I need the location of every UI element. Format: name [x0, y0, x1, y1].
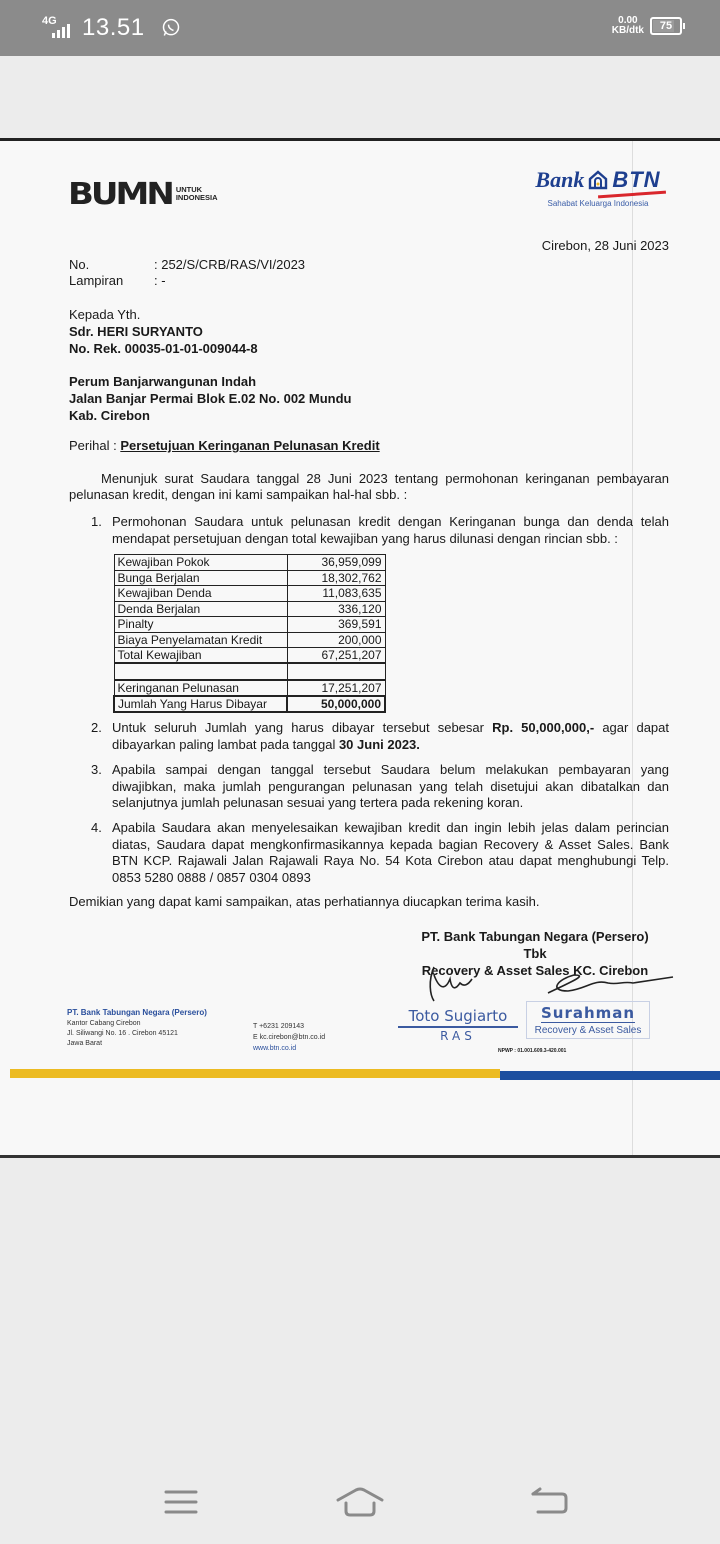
closing-paragraph: Demikian yang dapat kami sampaikan, atas perhatiannya diucapkan terima kasih.: [69, 894, 540, 909]
clock: 13.51: [82, 14, 145, 41]
network-type: 4G: [42, 15, 57, 27]
table-row: Keringanan Pelunasan 17,251,207: [114, 680, 385, 696]
bumn-logo: BUMN UNTUK INDONESIA: [68, 176, 218, 212]
table-row-total: Total Kewajiban 67,251,207: [114, 648, 385, 664]
footer-stripe-blue: [500, 1071, 720, 1080]
recipient-name: Sdr. HERI SURYANTO: [69, 324, 203, 339]
back-button[interactable]: [525, 1480, 575, 1524]
battery-percent: 75: [659, 20, 673, 32]
data-speed: 0.00 KB/dtk: [611, 15, 644, 36]
whatsapp-icon: [161, 18, 181, 38]
letter-number: : 252/S/CRB/RAS/VI/2023: [154, 257, 306, 272]
table-row: Biaya Penyelamatan Kredit 200,000: [114, 632, 385, 648]
menu-icon: [164, 1488, 198, 1516]
home-icon: [335, 1485, 385, 1519]
recipient-address: Perum Banjarwangunan Indah Jalan Banjar Permai Blok E.02 No. 002 Mundu Kab. Cirebon: [69, 374, 352, 423]
house-icon: [588, 170, 608, 190]
table-row-blank: [114, 663, 385, 680]
table-row: Denda Berjalan 336,120: [114, 601, 385, 617]
list-item: 3. Apabila sampai dengan tanggal tersebut Saudara belum melakukan pembayaran yang diwajibkan, maka jumlah pengurangan pelunasan yang telah disetujui akan dibatalkan dan selanjutnya jumlah pelunasan sesuai yang tertera pada rekening koran.: [91, 762, 669, 810]
breakdown-table: [113, 554, 386, 713]
bank-btn-logo: Bank BTN Sahabat Keluarga Indonesia: [528, 167, 668, 208]
back-icon: [530, 1486, 570, 1518]
table-row: Kewajiban Pokok 36,959,099: [114, 555, 385, 571]
list-item: 4. Apabila Saudara akan menyelesaikan kewajiban kredit dan ingin lebih jelas dalam perincian diatas, Saudara dapat mengkonfirmasikannya kepada bagian Recovery & Asset Sales. Bank BTN KCP. Rajawali Jalan Rajawali Raya No. 54 Kota Cirebon atau dapat menghubungi Telp. 0853 5280 0888 / 0857 0304 0893: [91, 820, 669, 885]
home-button[interactable]: [335, 1480, 385, 1524]
recent-apps-button[interactable]: [156, 1480, 206, 1524]
table-row: Kewajiban Denda 11,083,635: [114, 586, 385, 602]
footer-stripe-yellow: [10, 1069, 500, 1078]
table-row: Bunga Berjalan 18,302,762: [114, 570, 385, 586]
footer-contact: T +6231 209143 E kc.cirebon@btn.co.id www.btn.co.id: [253, 1023, 326, 1052]
status-bar: [0, 0, 720, 56]
navigation-bar: [0, 1460, 720, 1544]
list-item: 1. Permohonan Saudara untuk pelunasan kredit dengan Keringanan bunga dan denda telah mendapat persetujuan dengan total kewajiban yang harus dilunasi dengan rincian sbb. :: [91, 514, 669, 546]
attachment: : -: [154, 273, 166, 288]
footer-company: PT. Bank Tabungan Negara (Persero) Kantor Cabang Cirebon Jl. Siliwangi No. 16 . Cirebon 45121 Jawa Barat: [67, 1008, 207, 1047]
npwp: NPWP : 01.001.609.3-420.001: [498, 1048, 567, 1054]
signatory-block: PT. Bank Tabungan Negara (Persero) Tbk Recovery & Asset Sales KC. Cirebon: [421, 929, 649, 978]
battery-icon: [650, 17, 682, 35]
subject: Persetujuan Keringanan Pelunasan Kredit: [120, 438, 380, 453]
letter-document: [0, 138, 720, 1158]
letter-meta: No. : 252/S/CRB/RAS/VI/2023 Lampiran : -: [69, 257, 306, 288]
payment-amount: Rp. 50,000,000,-: [492, 720, 595, 735]
stamp-signer-1: Toto Sugiarto RAS: [398, 1007, 518, 1043]
payment-deadline: 30 Juni 2023.: [338, 736, 420, 752]
stamp-signer-2: Surahman Recovery & Asset Sales: [526, 1001, 650, 1039]
signal-icon: [40, 15, 74, 41]
account-number: No. Rek. 00035-01-01-009044-8: [69, 341, 258, 356]
subject-line: Perihal : Persetujuan Keringanan Pelunasan Kredit: [69, 438, 380, 453]
table-row-amount-due: Jumlah Yang Harus Dibayar 50,000,000: [114, 696, 385, 712]
table-row: Pinalty 369,591: [114, 617, 385, 633]
recipient: Kepada Yth. Sdr. HERI SURYANTO No. Rek. 00035-01-01-009044-8: [69, 307, 258, 356]
letter-date: Cirebon, 28 Juni 2023: [541, 238, 669, 253]
intro-paragraph: Menunjuk surat Saudara tanggal 28 Juni 2023 tentang permohonan keringanan pembayaran pelunasan kredit, dengan ini kami sampaikan hal-hal sbb. :: [69, 471, 669, 502]
list-item: 2. Untuk seluruh Jumlah yang harus dibayar tersebut sebesar Rp. 50,000,000,- agar dapat dibayarkan paling lambat pada tanggal 30 Juni 2023.: [91, 720, 669, 752]
